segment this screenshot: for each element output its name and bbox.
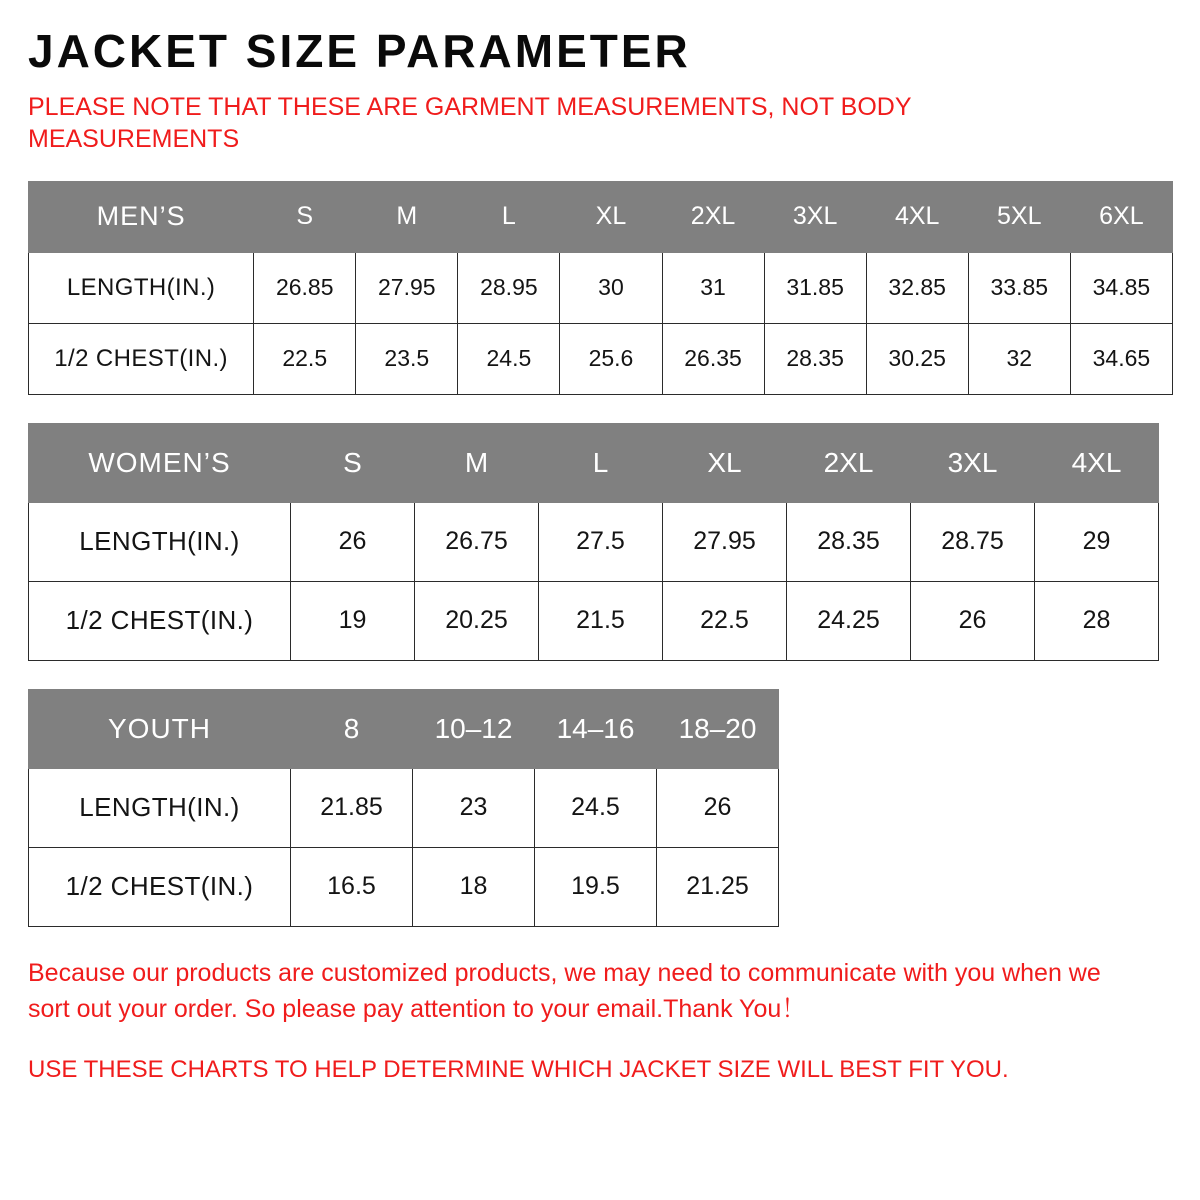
table-row (29, 323, 1173, 394)
table-cell: 16.5 (291, 847, 413, 926)
column-header: XL (560, 181, 662, 252)
column-header: S (254, 181, 356, 252)
row-label: LENGTH(IN.) (29, 768, 291, 847)
column-header: 18–20 (657, 689, 779, 768)
table-cell: 24.5 (535, 768, 657, 847)
table-cell: 26 (657, 768, 779, 847)
column-header: S (291, 423, 415, 502)
column-header: 10–12 (413, 689, 535, 768)
mens-size-table (28, 181, 1173, 395)
column-header: 6XL (1070, 181, 1172, 252)
column-header: 2XL (662, 181, 764, 252)
table-row (29, 252, 1173, 323)
table-cell: 28 (1035, 581, 1159, 660)
table-cell: 24.5 (458, 323, 560, 394)
column-header: 4XL (866, 181, 968, 252)
column-header: 4XL (1035, 423, 1159, 502)
table-cell: 26.35 (662, 323, 764, 394)
column-header: M (415, 423, 539, 502)
column-header: 2XL (787, 423, 911, 502)
table-cell: 21.85 (291, 768, 413, 847)
table-cell: 26.75 (415, 502, 539, 581)
womens-size-table (28, 423, 1159, 661)
table-cell: 32 (968, 323, 1070, 394)
table-row (29, 581, 1159, 660)
row-label: 1/2 CHEST(IN.) (29, 581, 291, 660)
table-cell: 21.25 (657, 847, 779, 926)
column-header: 3XL (911, 423, 1035, 502)
table-cell: 34.65 (1070, 323, 1172, 394)
row-label: LENGTH(IN.) (29, 252, 254, 323)
column-header: L (458, 181, 560, 252)
table-cell: 23.5 (356, 323, 458, 394)
table-cell: 27.95 (663, 502, 787, 581)
table-cell: 28.35 (764, 323, 866, 394)
page-title: JACKET SIZE PARAMETER (28, 25, 691, 77)
table-cell: 20.25 (415, 581, 539, 660)
table-cell: 19.5 (535, 847, 657, 926)
garment-measurement-note: PLEASE NOTE THAT THESE ARE GARMENT MEASUREMENTS, NOT BODY MEASUREMENTS (28, 92, 912, 153)
table-cell: 25.6 (560, 323, 662, 394)
table-row (29, 847, 779, 926)
table-cell: 19 (291, 581, 415, 660)
table-cell: 26 (911, 581, 1035, 660)
column-header: 14–16 (535, 689, 657, 768)
column-header: 8 (291, 689, 413, 768)
table-cell: 18 (413, 847, 535, 926)
table-cell: 30.25 (866, 323, 968, 394)
table-header-row (29, 423, 1159, 502)
table-cell: 26 (291, 502, 415, 581)
table-cell: 28.75 (911, 502, 1035, 581)
table-cell: 23 (413, 768, 535, 847)
table-header-row (29, 181, 1173, 252)
row-label: LENGTH(IN.) (29, 502, 291, 581)
youth-size-table (28, 689, 779, 927)
table-cell: 28.95 (458, 252, 560, 323)
table-cell: 34.85 (1070, 252, 1172, 323)
table-cell: 30 (560, 252, 662, 323)
column-header: XL (663, 423, 787, 502)
mens-header-label: MEN’S (29, 181, 254, 252)
column-header: M (356, 181, 458, 252)
table-row (29, 502, 1159, 581)
chart-usage-note: USE THESE CHARTS TO HELP DETERMINE WHICH JACKET SIZE WILL BEST FIT YOU. (28, 1056, 1009, 1084)
customization-note: Because our products are customized products, we may need to communicate with you when we sort out your order. So please pay attention to your email.Thank You！ (28, 958, 1101, 1023)
table-cell: 32.85 (866, 252, 968, 323)
column-header: 3XL (764, 181, 866, 252)
table-cell: 27.95 (356, 252, 458, 323)
table-cell: 31.85 (764, 252, 866, 323)
table-cell: 22.5 (254, 323, 356, 394)
womens-header-label: WOMEN’S (29, 423, 291, 502)
youth-header-label: YOUTH (29, 689, 291, 768)
table-cell: 29 (1035, 502, 1159, 581)
row-label: 1/2 CHEST(IN.) (29, 847, 291, 926)
column-header: L (539, 423, 663, 502)
table-cell: 27.5 (539, 502, 663, 581)
column-header: 5XL (968, 181, 1070, 252)
table-cell: 33.85 (968, 252, 1070, 323)
table-cell: 28.35 (787, 502, 911, 581)
table-cell: 26.85 (254, 252, 356, 323)
table-header-row (29, 689, 779, 768)
table-cell: 22.5 (663, 581, 787, 660)
table-cell: 24.25 (787, 581, 911, 660)
table-cell: 21.5 (539, 581, 663, 660)
table-row (29, 768, 779, 847)
table-cell: 31 (662, 252, 764, 323)
row-label: 1/2 CHEST(IN.) (29, 323, 254, 394)
